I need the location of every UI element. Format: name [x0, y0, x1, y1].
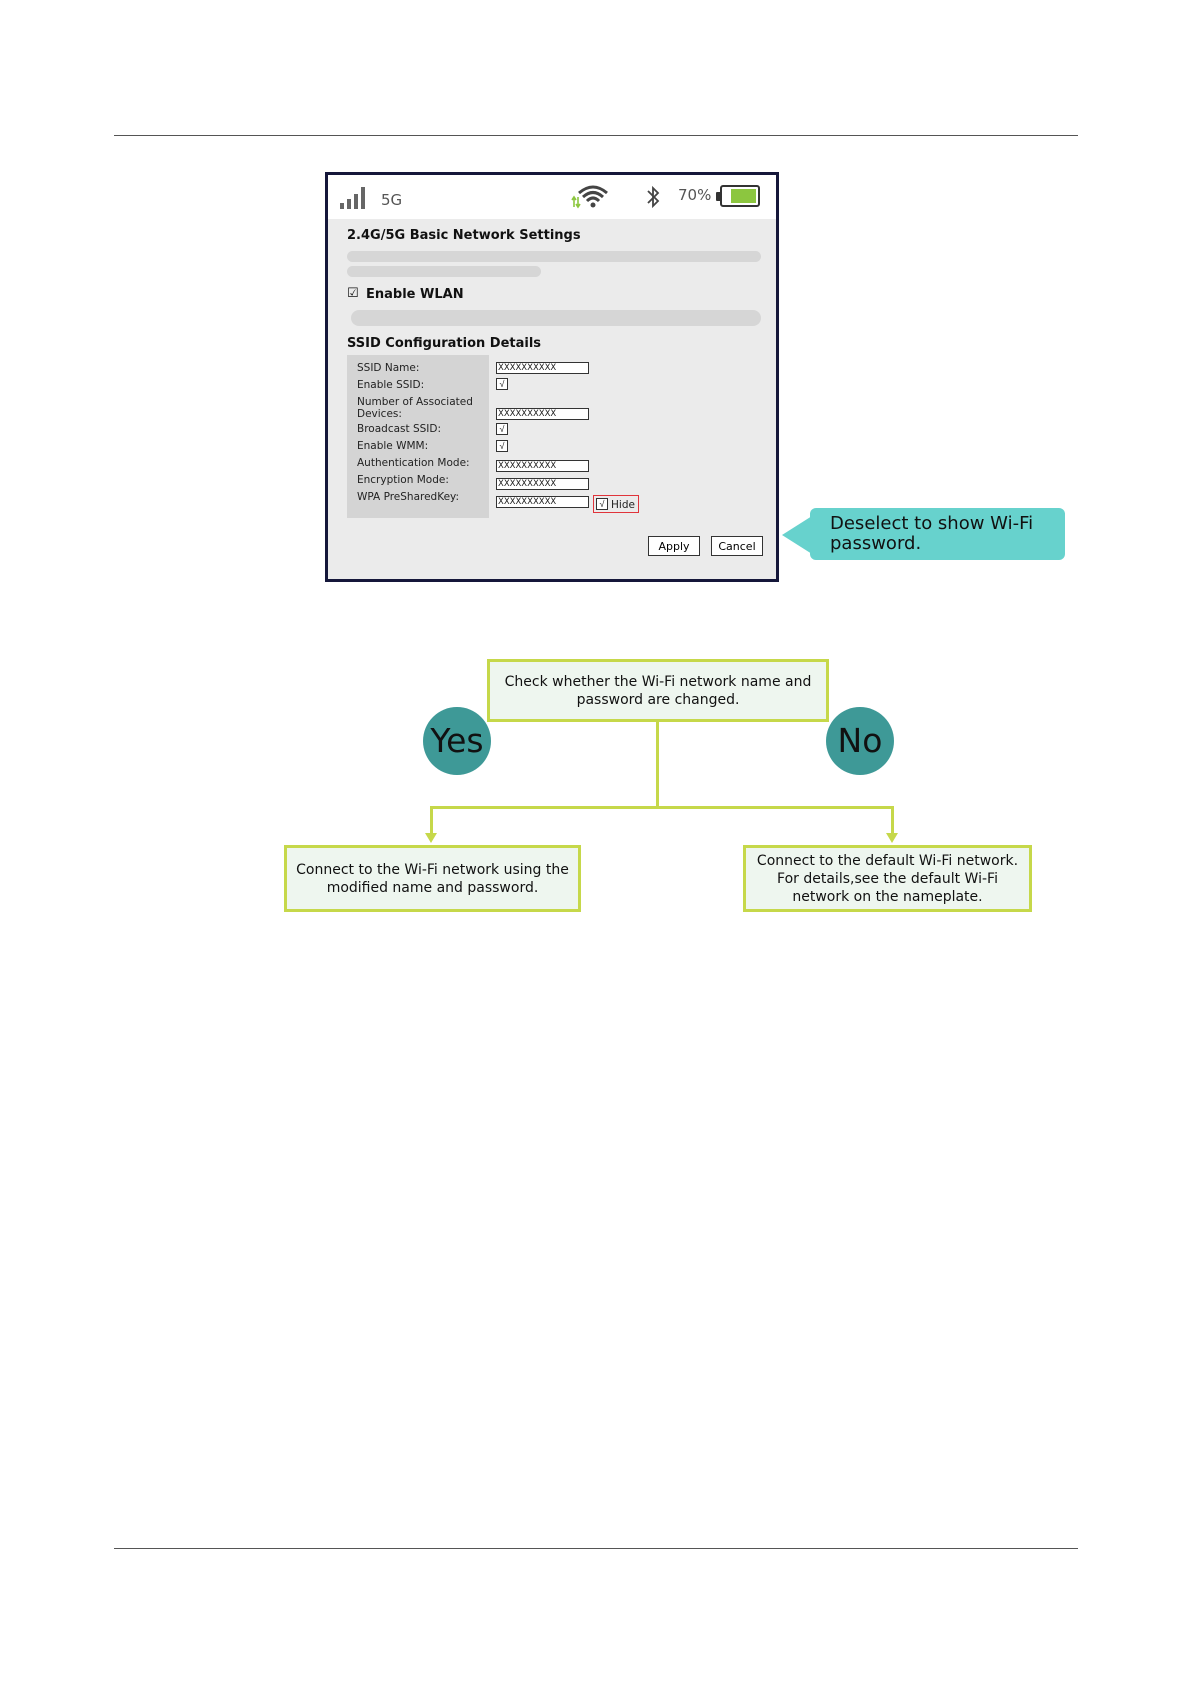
bluetooth-icon: [645, 185, 661, 209]
apply-button[interactable]: Apply: [648, 536, 700, 556]
enable-wlan-label: Enable WLAN: [366, 287, 464, 302]
placeholder-bar: [347, 266, 541, 277]
hide-password-checkbox[interactable]: √: [596, 498, 608, 510]
enable-ssid-label: Enable SSID:: [357, 379, 425, 391]
device-screen: [325, 172, 779, 582]
connector-line: [430, 806, 433, 834]
yes-result-box: Connect to the Wi-Fi network using the modified name and password.: [284, 845, 581, 912]
placeholder-bar: [351, 310, 761, 326]
callout-text: Deselect to show Wi-Fi password.: [830, 513, 1034, 554]
no-result-box: Connect to the default Wi-Fi network. For details,see the default Wi-Fi network on the nameplate.: [743, 845, 1032, 912]
ssid-name-label: SSID Name:: [357, 362, 420, 374]
no-label: No: [826, 707, 894, 775]
encryption-mode-label: Encryption Mode:: [357, 474, 449, 486]
auth-mode-input[interactable]: XXXXXXXXXX: [496, 460, 589, 472]
connector-line: [430, 806, 894, 809]
decision-box: Check whether the Wi-Fi network name and password are changed.: [487, 659, 829, 722]
ssid-name-input[interactable]: XXXXXXXXXX: [496, 362, 589, 374]
enable-ssid-checkbox[interactable]: √: [496, 378, 508, 390]
basic-settings-title: 2.4G/5G Basic Network Settings: [347, 228, 581, 243]
battery-percent: 70%: [678, 186, 712, 204]
encryption-mode-input[interactable]: XXXXXXXXXX: [496, 478, 589, 490]
placeholder-bar: [347, 251, 761, 262]
enable-wlan-checkbox[interactable]: ☑: [347, 286, 359, 301]
enable-wmm-label: Enable WMM:: [357, 440, 429, 452]
associated-devices-label: Number of Associated Devices:: [357, 396, 473, 420]
connector-line: [891, 806, 894, 834]
hide-label: Hide: [611, 499, 635, 511]
status-bar: [328, 175, 776, 219]
auth-mode-label: Authentication Mode:: [357, 457, 470, 469]
wpa-key-label: WPA PreSharedKey:: [357, 491, 460, 503]
ssid-config-title: SSID Configuration Details: [347, 336, 542, 351]
broadcast-ssid-checkbox[interactable]: √: [496, 423, 508, 435]
broadcast-ssid-label: Broadcast SSID:: [357, 423, 441, 435]
cancel-button[interactable]: Cancel: [711, 536, 763, 556]
callout-note: [810, 508, 1065, 560]
arrow-down-icon: [886, 833, 898, 843]
arrow-down-icon: [425, 833, 437, 843]
yes-label: Yes: [423, 707, 491, 775]
header-rule: [114, 135, 1078, 136]
connector-line: [656, 721, 659, 809]
footer-rule: [114, 1548, 1078, 1549]
enable-wmm-checkbox[interactable]: √: [496, 440, 508, 452]
battery-icon: [720, 185, 760, 207]
wifi-icon: [571, 183, 611, 209]
wpa-key-input[interactable]: XXXXXXXXXX: [496, 496, 589, 508]
callout-pointer: [782, 516, 812, 554]
associated-devices-input[interactable]: XXXXXXXXXX: [496, 408, 589, 420]
network-type: 5G: [381, 191, 403, 209]
